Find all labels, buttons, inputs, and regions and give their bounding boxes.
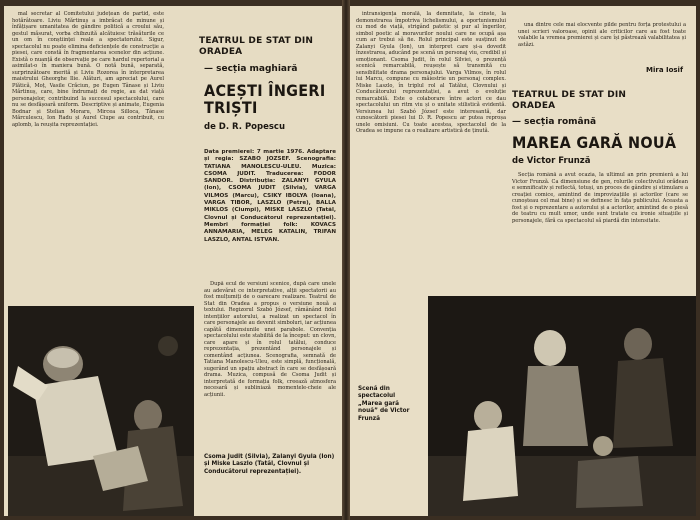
right-theatre-heading: TEATRUL DE STAT DIN ORADEA [512,90,627,111]
right-col2-text: una dintre cele mai elocvente pilde pentru forța protestului a unei scrieri valoroase, opinii ale criticilor care au fost toate valabile la vremea premierei și care își păstrează valabilitatea și astăzi. [518,22,686,48]
left-play-author: de D. R. Popescu [204,122,286,132]
left-col1-text: mal secretar al Comitetului județean de partid, este hotărâtoare. Liviu Mărtinuș a imbrăcat de minune și înfățișare umanitatea de gândire politică a croului său, gestul măsurat, vorba chibzuită alcătuiesc trăsăturile ce un om în conștiinței reale a spectatorului. Sigur, spectacolul nu poate elimina deficiențele de construcție a piesei, care constă în fragmentarea scenelor din acțiune. Există o nuanță de observație pe care hardul repertorial a asimilat-o în maniera bună. O notă bună, separată, surprinzătoare merită și Liviu Rozorea în interpretarea maistrului Gheorghe Ilie. Alături, am apreciat pe Aurel Plătică, Moț, Vasile Crăciun, pe Eugen Tânase și Liviu Mărtinuș, care, bine îndrumați de regie, au dat viață personajelor, contribuind la succesul spectacolului, care nu se desfășoară uniform. Descriptive și animate, Eugenia Bodnar și Stelian Moraru, Mircea Silloca, Tănase Mărculescu, Ion Radu și Aurel Ciupe au contribuit, cu aplomb, la reușita reprezentației. [12,11,164,128]
right-play-title: MAREA GARĂ NOUĂ [512,133,677,152]
right-photo-caption: Scenă din spectacolul „Marea gară nouă” de Victor Frunză [358,386,410,422]
right-stage-photo [428,296,696,516]
left-col3-text: După ecul de versiuni scenice, după care unele au adevărat ce interpretative, alții spectatorii au fost mulțumiți de o oarecare realizare. Teatrul de Stat din Oradea a propus o versiune nouă a textului. Regizorul Szabó József, rămânând fidel intențiilor autorului, a realizat un spectacol în care personajele au devenit simboluri, iar acțiunea capătă dimensiunile unei parabole. Convenția spectacolului este stabilită de la început: un clovn, care apare și în rolul tatălui, conduce reprezentația, prezentând personajele și comentând acțiunea. Scenografia, semnată de Tatiana Manolescu-Uleu, este simplă, funcțională, sugerând un spațiu abstract în care se desfășoară drama. Muzica, compusă de Csoma Judit și interpretată de formația folk, creează atmosfera necesară și subliniază momentele-cheie ale acțiunii. [204,281,336,398]
right-play-author: de Victor Frunză [512,156,591,166]
right-col1-text: intransigența morală, la demnitate, la cinste, la demonstrarea împotriva lichelismului, a oportunismului cu mod de viață, strigând patetic și pur al îngerilor, simbol poetic al moravurilor noului care ne ocupă așa cum ar trebui să fie. Rolul principal este susținut de Zalanyi Gyula (Ion), un interpret care și-a dovedit înzestrarea, aducând pe scenă un personaj viu, credibil și emoționant. Csoma Judit, în rolul Silviei, o prezență scenică remarcabilă, reușește să transmită cu sensibilitate drama personajului. Varga Vilmos, în rolul lui Marcu, compune cu măiestrie un personaj complex. Miske Laszlo, în triplul rol al Tatălui, Clovnului și Conducătorului reprezentației, a avut o evoluție remarcabilă. Este o colaborare între actori ce dau spectacolului un ritm viu și o unitate stilistică evidentă. Versiunea lui Szabó József este interesantă, dar cunoscătorii piesei lui D. R. Popescu ar putea reproșa unele omisiuni. Cu toate acestea, spectacolul de la Oradea se impune ca o realizare artistică de ținută. [356,11,506,134]
left-credits: Data premierei: 7 martie 1976. Adaptare și regia: SZABO JOZSEF. Scenografia: TATIANA MANOLESCU-ULEU. Muzica: CSOMA JUDIT. Traducerea: FODOR SANDOR. Distribuția: ZALANYI GYULA (Ion), CSOMA JUDIT (Silvia), VARGA VILMOS (Marcu), CSIKY IBOLYA (Ioana), VARGA TIBOR, LASZLO (Petre), BALLA MIKLOS (Ciumpi), MISKE LASZLO (Tatăl, Clovnul și Conducătorul reprezentației). Membri formației folk: KOVACS ANNAMARIA, MELEG KATALIN, TRIFAN LASZLO, ANTAL ISTVAN. [204,149,336,243]
right-photo-scene [428,296,696,516]
right-col2-signature: Mira Iosif [646,66,684,74]
right-col2-body: Secția română a avut ocazia, la ultimul an prin premieră a lui Victor Frunză. Ca dimensiune de gen, rolurile colectivului orădean e semnificativ și reflectă, totuși, un proces de gândire și stimulare a creației comice, amintind de improvizațiile și actorilor (care se cunoșteau cel mai bine) și se definesc în fața publicului. Aceasta a fost și o reprezentare a autorului și a actorilor, amintind de o piesă de teatru cu mult umor, unde sunt tratate cu ironie situațiile și personajele, fără ca spectacolul să piardă din intensitate. [512,172,688,224]
right-section-label: — secția română [512,117,597,127]
right-page [350,6,696,516]
left-page [4,6,342,516]
left-photo-scene [8,306,194,516]
left-stage-photo [8,306,194,516]
left-section-label: — secția maghiară [204,64,298,74]
left-play-title: ACEȘTI ÎNGERI TRIȘTI [204,81,326,117]
left-photo-caption: Csoma Judit (Silvia), Zalanyi Gyula (Ion) și Miske Laszlo (Tatăl, Clovnul și Conducătorul reprezentației). [204,454,335,475]
left-theatre-heading: TEATRUL DE STAT DIN ORADEA [199,36,314,57]
book-gutter [342,0,350,520]
